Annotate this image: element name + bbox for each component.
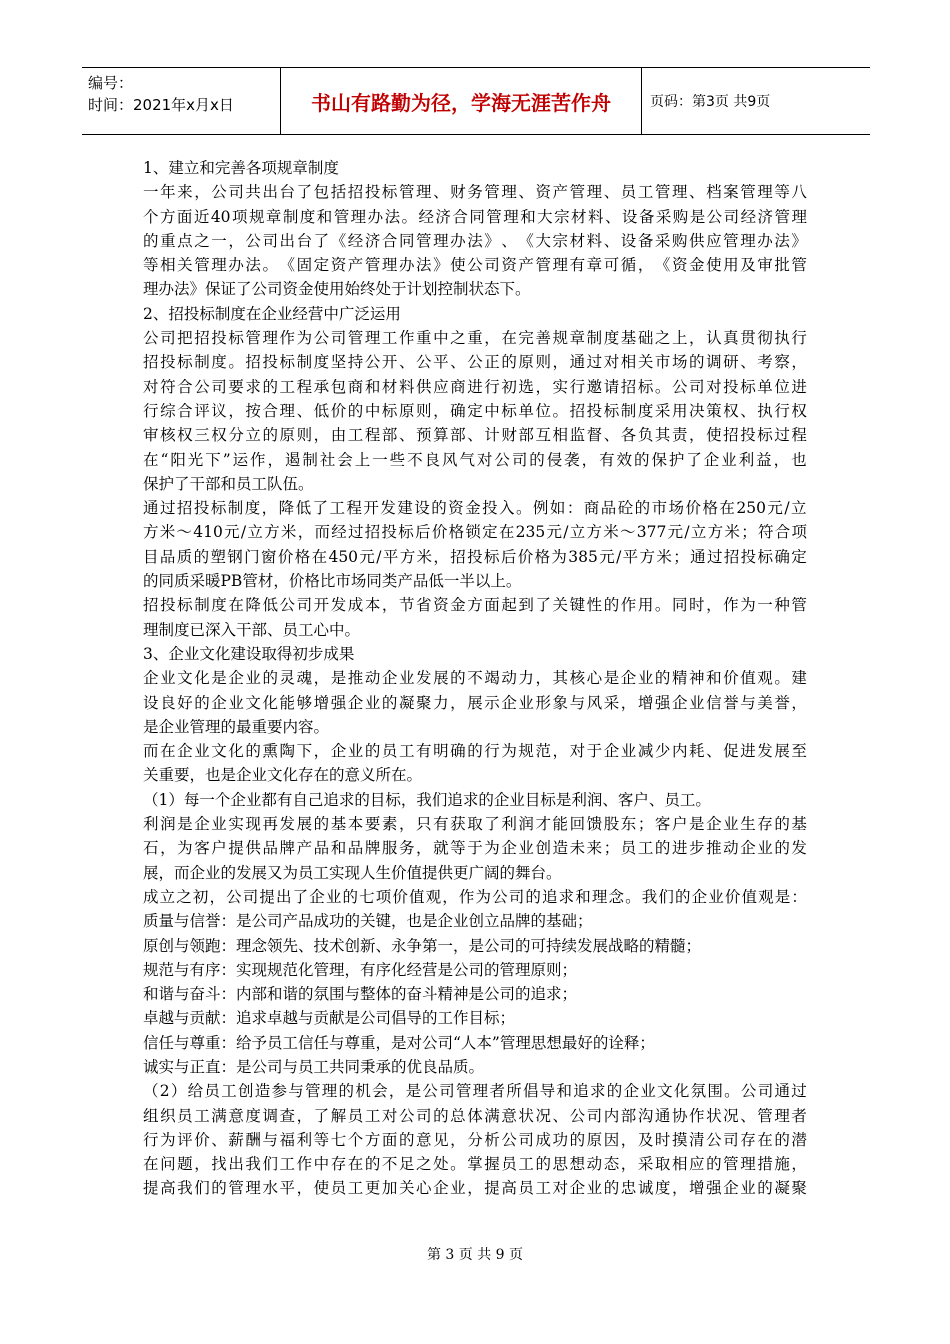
text-line: 行 综 合 评 议 ， 按 合 理 、 低 价 的 中 标 原 则 ， 确 定 中 标 单 位 。 招 投 标 制 度 采 用 决 策 权 、 执 行 权 [143,401,807,420]
text-line: 1、建立和完善各项规章制度 [143,159,339,177]
text-line: 在 问 题 ， 找 出 我 们 工 作 中 存 在 的 不 足 之 处 。 掌 握 员 工 的 思 想 动 态 ， 采 取 相 应 的 管 理 措 施 ， [143,1155,807,1174]
text-line: 利 润 是 企 业 实 现 再 发 展 的 基 本 要 素 ， 只 有 获 取 了 利 润 才 能 回 馈 股 东 ； 客 户 是 企 业 生 存 的 基 [143,815,807,834]
text-line: 等 相 关 管 理 办 法 。 《 固 定 资 产 管 理 办 法 》 使 公 司 资 产 管 理 有 章 可 循 ， 《 资 金 使 用 及 审 批 管 [143,256,807,275]
text-line: （ 2 ） 给 员 工 创 造 参 与 管 理 的 机 会 ， 是 公 司 管 理 者 所 倡 导 和 追 求 的 企 业 文 化 氛 围 。 公 司 通 过 [143,1082,807,1101]
text-line: 诚实与正直：是公司与员工共同秉承的优良品质。 [143,1057,485,1076]
text-line: 的 重 点 之 一 ， 公 司 出 台 了 《 经 济 合 同 管 理 办 法 》 、 《 大 宗 材 料 、 设 备 采 购 供 应 管 理 办 法 》 [143,231,807,250]
text-line: 方 米 ～ 410 元 / 立 方 米 ， 而 经 过 招 投 标 后 价 格 锁 定 在 235 元 / 立 方 米 ～ 377 元 / 立 方 米 ； 符 合 项 [143,523,807,542]
page-footer: 第 3 页 共 9 页 [426,1247,524,1263]
number-label: 编号： [88,74,134,92]
text-line: 2、招投标制度在企业经营中广泛运用 [143,304,401,323]
text-line: 目 品 质 的 塑 钢 门 窗 价 格 在 450 元 / 平 方 米 ， 招 投 标 后 价 格 为 385 元 / 平 方 米 ； 通 过 招 投 标 确 定 [143,547,807,566]
text-line: 保护了干部和员工队伍。 [143,474,314,493]
text-line: （1）每一个企业都有自己追求的目标，我们追求的企业目标是利润、客户、员工。 [143,790,711,809]
document-body [143,156,807,1201]
text-line: 通 过 招 投 标 制 度 ， 降 低 了 工 程 开 发 建 设 的 资 金 投 入 。 例 如 ： 商 品 砼 的 市 场 价 格 在 250 元 / 立 [143,499,807,518]
text-line: 理制度已深入干部、员工心中。 [143,620,361,639]
date-text: 时间：2021年x月x日 [88,96,234,114]
page-header [82,67,870,135]
text-line: 个 方 面 近 40 项 规 章 制 度 和 管 理 办 法 。 经 济 合 同 管 理 和 大 宗 材 料 、 设 备 采 购 是 公 司 经 济 管 理 [143,207,807,226]
text-line: 理办法》保证了公司资金使用始终处于计划控制状态下。 [143,280,531,299]
text-line: 行 为 评 价 、 薪 酬 与 福 利 等 七 个 方 面 的 意 见 ， 分 析 公 司 成 功 的 原 因 ， 及 时 摸 清 公 司 存 在 的 潜 [143,1130,807,1149]
text-line: 设 良 好 的 企 业 文 化 能 够 增 强 企 业 的 凝 聚 力 ， 展 示 企 业 形 象 与 风 采 ， 增 强 企 业 信 誉 与 美 誉 ， [143,693,807,712]
text-line: 成 立 之 初 ， 公 司 提 出 了 企 业 的 七 项 价 值 观 ， 作 为 公 司 的 追 求 和 理 念 。 我 们 的 企 业 价 值 观 是 ： [143,887,807,906]
header-left [82,68,280,134]
text-line: 信任与尊重：给予员工信任与尊重，是对公司“人本”管理思想最好的诠释； [143,1033,655,1052]
text-line: 石 ， 为 客 户 提 供 品 牌 产 品 和 品 牌 服 务 ， 就 等 于 为 企 业 创 造 未 来 ； 员 工 的 进 步 推 动 企 业 的 发 [143,839,807,858]
text-line: 是企业管理的最重要内容。 [143,717,330,736]
text-line: 而 在 企 业 文 化 的 熏 陶 下 ， 企 业 的 员 工 有 明 确 的 行 为 规 范 ， 对 于 企 业 减 少 内 耗 、 促 进 发 展 至 [143,742,807,761]
motto: 书山有路勤为径，学海无涯苦作舟 [280,68,642,134]
text-line: 3、企业文化建设取得初步成果 [143,644,355,663]
text-line: 和谐与奋斗：内部和谐的氛围与整体的奋斗精神是公司的追求； [143,985,578,1004]
text-line: 质量与信誉：是公司产品成功的关键，也是企业创立品牌的基础； [143,912,593,931]
text-line: 组 织 员 工 满 意 度 调 查 ， 了 解 员 工 对 公 司 的 总 体 满 意 状 况 、 公 司 内 部 沟 通 协 作 状 况 、 管 理 者 [143,1106,807,1125]
text-line: 卓越与贡献：追求卓越与贡献是公司倡导的工作目标； [143,1009,516,1028]
text-line: 招 投 标 制 度 。 招 投 标 制 度 坚 持 公 开 、 公 平 、 公 正 的 原 则 ， 通 过 对 相 关 市 场 的 调 研 、 考 察 ， [143,353,807,372]
text-line: 公 司 把 招 投 标 管 理 作 为 公 司 管 理 工 作 重 中 之 重 ， 在 完 善 规 章 制 度 基 础 之 上 ， 认 真 贯 彻 执 行 [143,329,807,348]
text-line: 一 年 来 ， 公 司 共 出 台 了 包 括 招 投 标 管 理 、 财 务 管 理 、 资 产 管 理 、 员 工 管 理 、 档 案 管 理 等 八 [143,183,807,202]
text-line: 关重要，也是企业文化存在的意义所在。 [143,766,423,785]
header-page-number: 页码：第3页 共9页 [650,94,771,110]
text-line: 审 核 权 三 权 分 立 的 原 则 ， 由 工 程 部 、 预 算 部 、 计 财 部 互 相 监 督 、 各 负 其 责 ， 使 招 投 标 过 程 [143,426,807,445]
text-line: 招 投 标 制 度 在 降 低 公 司 开 发 成 本 ， 节 省 资 金 方 面 起 到 了 关 键 性 的 作 用 。 同 时 ， 作 为 一 种 管 [143,596,807,615]
text-line: 展，而企业的发展又为员工实现人生价值提供更广阔的舞台。 [143,863,562,882]
text-line: 规范与有序：实现规范化管理，有序化经营是公司的管理原则； [143,960,578,979]
text-line: 提 高 我 们 的 管 理 水 平 ， 使 员 工 更 加 关 心 企 业 ， 提 高 员 工 对 企 业 的 忠 诚 度 ， 增 强 企 业 的 凝 聚 [143,1179,807,1198]
text-line: 对 符 合 公 司 要 求 的 工 程 承 包 商 和 材 料 供 应 商 进 行 初 选 ， 实 行 邀 请 招 标 。 公 司 对 投 标 单 位 进 [143,377,807,396]
text-line: 在 “ 阳 光 下 ” 运 作 ， 遏 制 社 会 上 一 些 不 良 风 气 对 公 司 的 侵 袭 ， 有 效 的 保 护 了 企 业 利 益 ， 也 [143,450,807,469]
text-line: 原创与领跑：理念领先、技术创新、永争第一，是公司的可持续发展战略的精髓； [143,936,702,955]
text-line: 企 业 文 化 是 企 业 的 灵 魂 ， 是 推 动 企 业 发 展 的 不 竭 动 力 ， 其 核 心 是 企 业 的 精 神 和 价 值 观 。 建 [143,669,807,688]
text-line: 的同质采暖PB管材，价格比市场同类产品低一半以上。 [143,572,522,591]
